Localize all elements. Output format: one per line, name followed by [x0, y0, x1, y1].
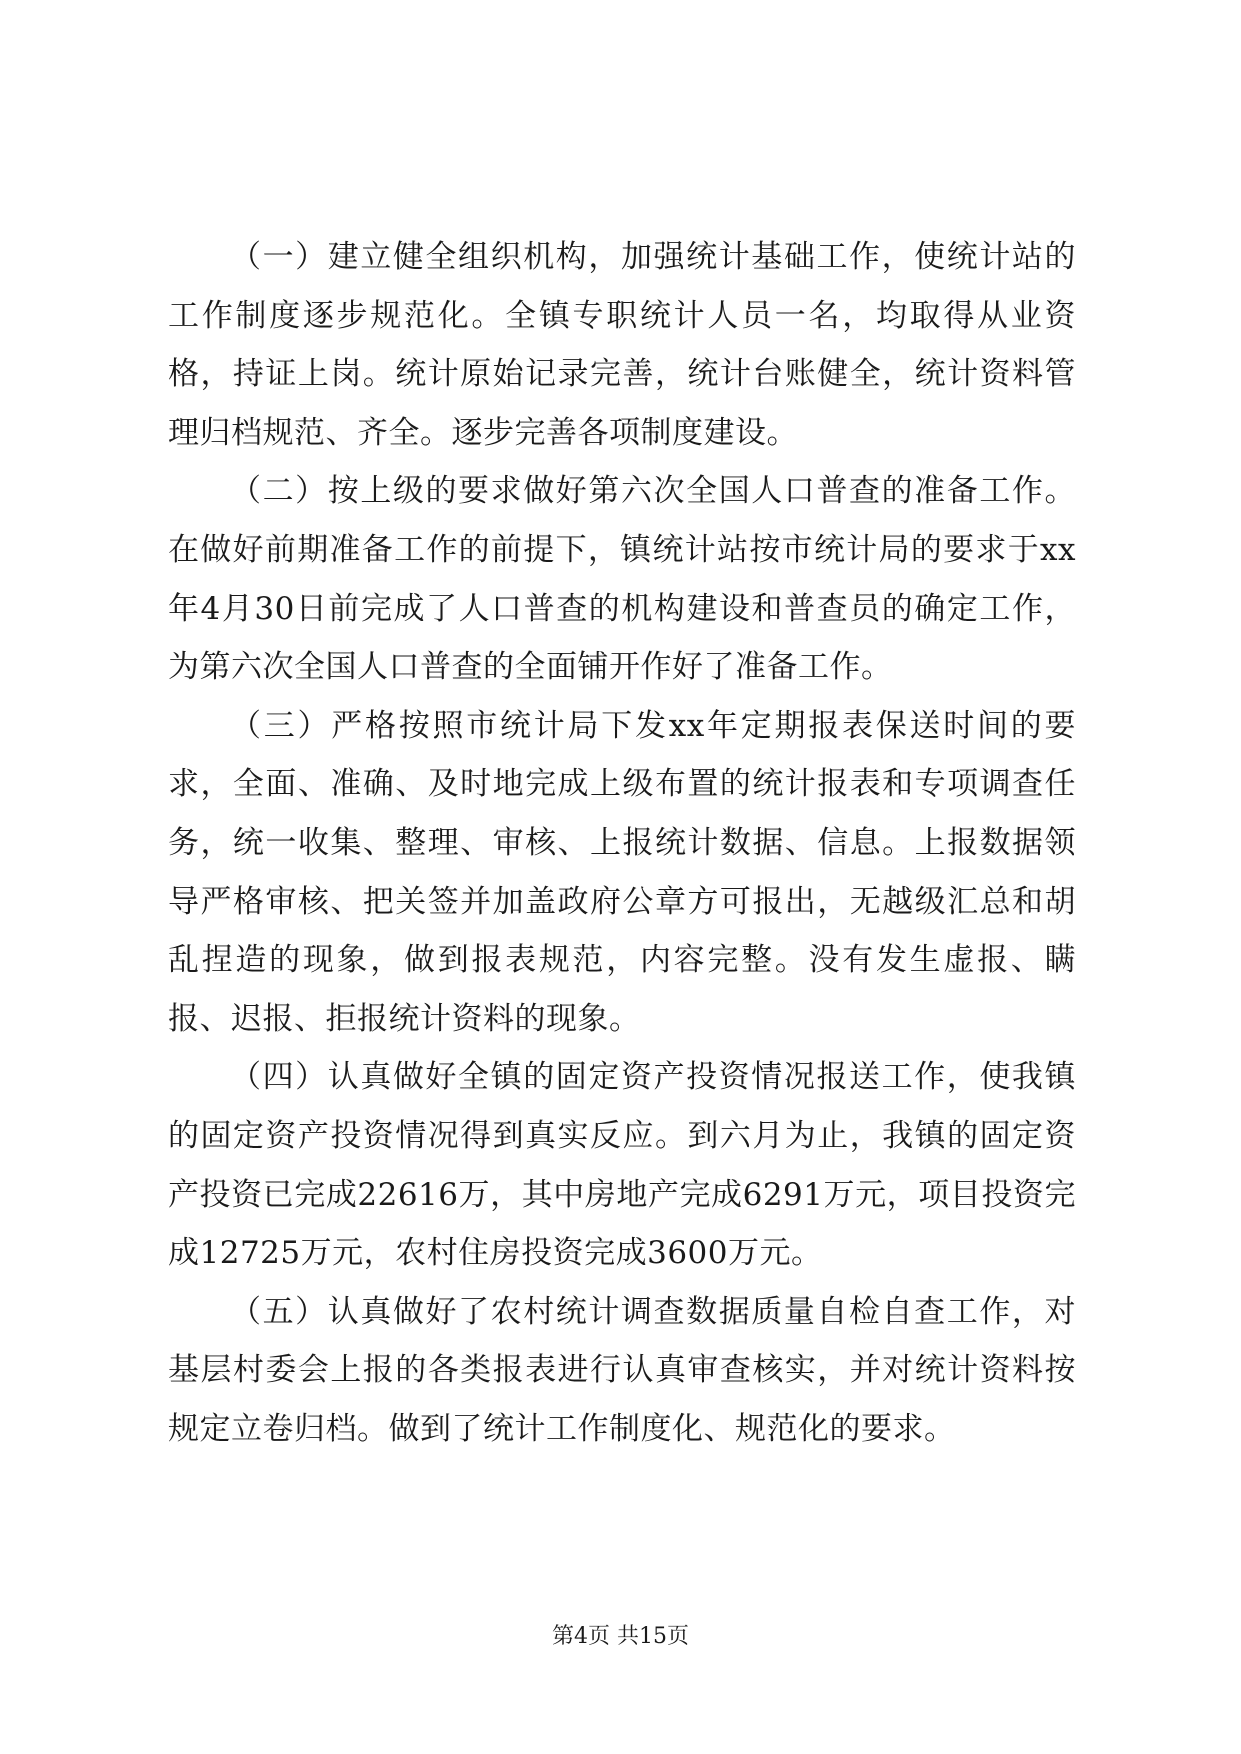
paragraph-3: （三）严格按照市统计局下发xx年定期报表保送时间的要求，全面、准确、及时地完成上级布置的统计报表和专项调查任务，统一收集、整理、审核、上报统计数据、信息。上报数据领导严格审核、把关签并加盖政府公章方可报出，无越级汇总和胡乱捏造的现象，做到报表规范，内容完整。没有发生虚报、瞒报、迟报、拒报统计资料的现象。	[168, 707, 1076, 1037]
paragraph-2: （二）按上级的要求做好第六次全国人口普查的准备工作。在做好前期准备工作的前提下，镇统计站按市统计局的要求于xx年4月30日前完成了人口普查的机构建设和普查员的确定工作，为第六次全国人口普查的全面铺开作好了准备工作。	[168, 473, 1076, 686]
document-body	[168, 228, 1076, 1458]
page-number-footer: 第4页 共15页	[552, 1624, 689, 1649]
paragraph-5: （五）认真做好了农村统计调查数据质量自检自查工作，对基层村委会上报的各类报表进行认真审查核实，并对统计资料按规定立卷归档。做到了统计工作制度化、规范化的要求。	[168, 1293, 1076, 1447]
paragraph-4: （四）认真做好全镇的固定资产投资情况报送工作，使我镇的固定资产投资情况得到真实反应。到六月为止，我镇的固定资产投资已完成22616万，其中房地产完成6291万元，项目投资完成12725万元，农村住房投资完成3600万元。	[168, 1059, 1076, 1272]
paragraph-1: （一）建立健全组织机构，加强统计基础工作，使统计站的工作制度逐步规范化。全镇专职统计人员一名，均取得从业资格，持证上岗。统计原始记录完善，统计台账健全，统计资料管理归档规范、齐全。逐步完善各项制度建设。	[168, 239, 1076, 451]
